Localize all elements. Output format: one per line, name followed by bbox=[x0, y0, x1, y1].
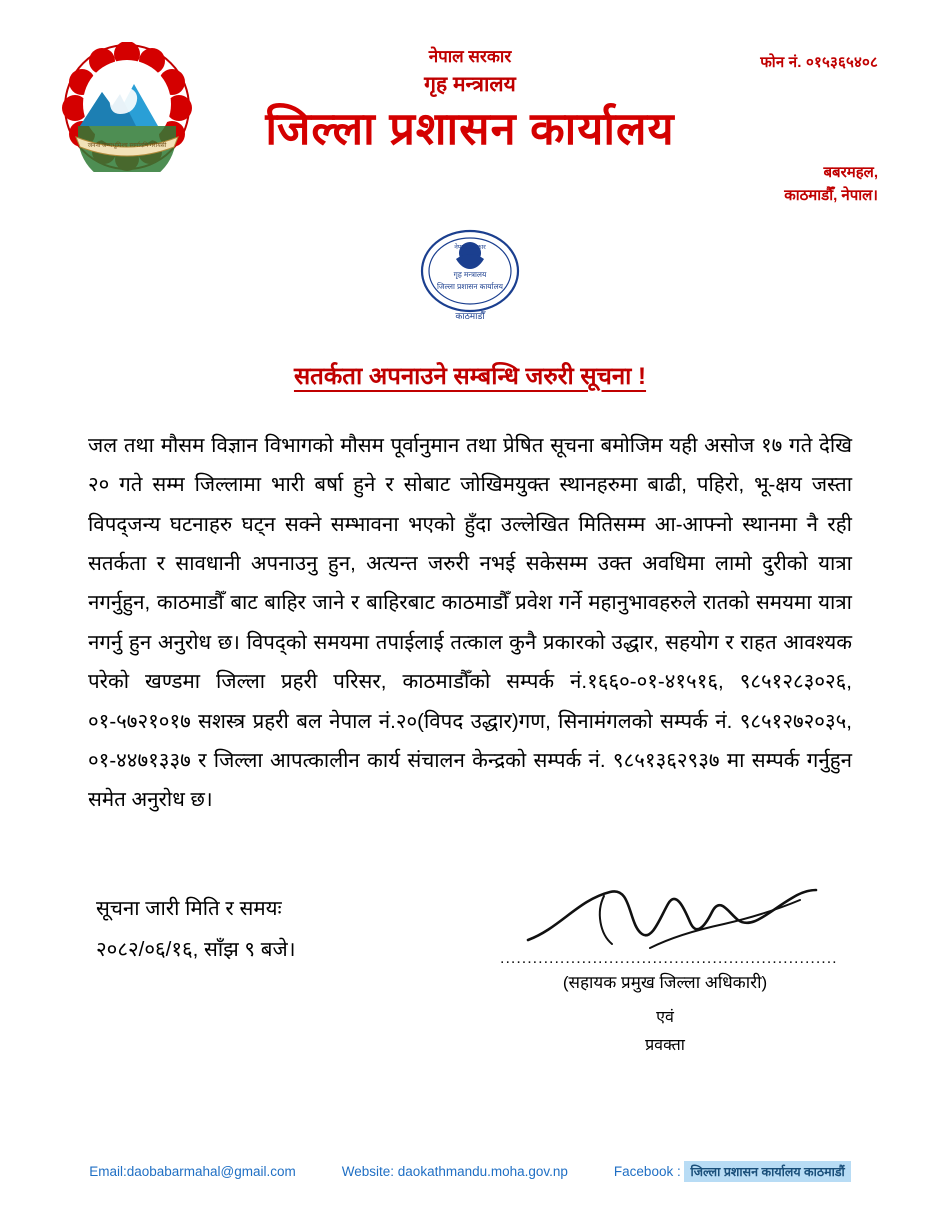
address-line-2: काठमाडौँ, नेपाल। bbox=[784, 186, 878, 204]
issue-block bbox=[96, 888, 295, 970]
handwritten-signature-icon bbox=[500, 878, 830, 956]
footer-website[interactable]: Website: daokathmandu.moha.gov.np bbox=[341, 1164, 568, 1179]
address-line-1: बबरमहल, bbox=[823, 164, 878, 181]
notice-body: जल तथा मौसम विज्ञान विभागको मौसम पूर्वानुमान तथा प्रेषित सूचना बमोजिम यही असोज १७ गते देखि २० गते सम्म जिल्लामा भारी बर्षा हुने र सोबाट जोखिमयुक्त स्थानहरुमा बाढी, पहिरो, भू-क्षय जस्ता विपद्‌जन्य घटनाहरु घट्न सक्ने सम्भावना भएको हुँदा उल्लेखित मितिसम्म आ-आफ्नो स्थानमा नै रही सतर्कता र सावधानी अपनाउनु हुन, अत्यन्त जरुरी नभई सकेसम्म उक्त अवधिमा लामो दुरीको यात्रा नगर्नुहुन, काठमाडौँ बाट बाहिर जाने र बाहिरबाट काठमाडौँ प्रवेश गर्ने महानुभावहरुले रातको समयमा यात्रा नगर्नु हुन अनुरोध छ। विपद्को समयमा तपाईलाई तत्काल कुनै प्रकारको उद्धार, सहयोग र राहत आवश्यक परेको खण्डमा जिल्ला प्रहरी परिसर, काठमाडौँको सम्पर्क नं.१६६०-०१-४१५१६, ९८५१२८३०२६, ०१-५७२१०१७ सशस्त्र प्रहरी बल नेपाल नं.२०(विपद उद्धार)गण, सिनामंगलको सम्पर्क नं. ९८५१२७२०३५, ०१-४४७१३३७ र जिल्ला आपत्कालीन कार्य संचालन केन्द्रको सम्पर्क नं. ९८५१३६२९३७ मा सम्पर्क गर्नुहुन समेत अनुरोध छ। bbox=[88, 434, 852, 812]
document-footer bbox=[0, 1161, 940, 1182]
svg-text:जननी जन्मभूमिश्च स्वर्गादपि गर: जननी जन्मभूमिश्च स्वर्गादपि गरीयसी bbox=[87, 143, 167, 149]
document-header bbox=[0, 0, 940, 215]
ministry-name: गृह मन्त्रालय bbox=[424, 72, 516, 96]
header-phone: फोन नं. ०१५३६५४०८ bbox=[760, 54, 878, 71]
signature-block bbox=[500, 878, 838, 1055]
svg-text:काठमाडौँ: काठमाडौँ bbox=[455, 311, 485, 321]
official-stamp-icon bbox=[400, 219, 540, 337]
signatory-role-spokesperson: प्रवक्ता bbox=[645, 1036, 685, 1054]
footer-email[interactable]: Email:daobabarmahal@gmail.com bbox=[89, 1164, 296, 1179]
footer-facebook[interactable] bbox=[614, 1161, 851, 1182]
office-address bbox=[784, 162, 878, 207]
government-name: नेपाल सरकार bbox=[428, 47, 512, 66]
signatory-title: (सहायक प्रमुख जिल्ला अधिकारी) bbox=[562, 972, 768, 992]
signatory-role-conjunction: एवं bbox=[656, 1008, 674, 1026]
signature-area bbox=[0, 878, 940, 1068]
signature-dotted-line: .............................................................. bbox=[500, 949, 838, 967]
office-title: जिल्ला प्रशासन कार्यालय bbox=[265, 102, 675, 154]
svg-text:गृह मन्त्रालय: गृह मन्त्रालय bbox=[453, 270, 487, 279]
header-center-block bbox=[0, 44, 940, 157]
issue-label: सूचना जारी मिति र समयः bbox=[96, 896, 282, 920]
footer-facebook-label: Facebook : bbox=[613, 1164, 681, 1179]
issue-value: २०८२/०६/१६, साँझ ९ बजे। bbox=[96, 937, 296, 961]
svg-text:जिल्ला प्रशासन कार्यालय: जिल्ला प्रशासन कार्यालय bbox=[436, 282, 504, 291]
notice-title: सतर्कता अपनाउने सम्बन्धि जरुरी सूचना ! bbox=[293, 363, 647, 390]
official-stamp-wrap bbox=[0, 219, 940, 337]
footer-facebook-page[interactable]: जिल्ला प्रशासन कार्यालय काठमाडौं bbox=[684, 1161, 850, 1182]
svg-text:नेपाल सरकार: नेपाल सरकार bbox=[454, 244, 486, 251]
